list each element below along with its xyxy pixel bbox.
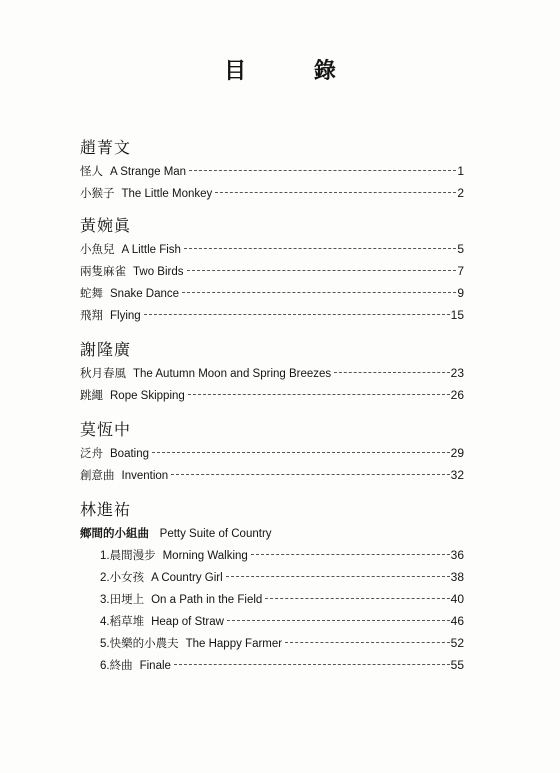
- section-xie: [80, 340, 464, 406]
- leader-dots: [251, 554, 450, 555]
- entry-title-en: Snake Dance: [110, 288, 180, 300]
- entry-title-zh: 飛翔: [80, 308, 103, 322]
- page-number: 29: [450, 446, 464, 460]
- entry-title-en: Boating: [110, 448, 150, 460]
- entry-number: 2.: [100, 572, 110, 584]
- leader-dots: [188, 394, 450, 395]
- entry-title-en: Heap of Straw: [151, 616, 224, 628]
- entry-title-en: A Little Fish: [121, 244, 181, 256]
- page-number: 26: [450, 388, 464, 402]
- entry-number: 3.: [100, 594, 110, 606]
- entry-title-en: Rope Skipping: [110, 390, 185, 402]
- entry-title-en: Two Birds: [133, 266, 184, 278]
- entry-title-en: The Autumn Moon and Spring Breezes: [133, 368, 332, 380]
- page-number: 15: [450, 308, 464, 322]
- page-number: 1: [457, 164, 464, 178]
- page-number: 7: [457, 264, 464, 278]
- table-of-contents: [80, 138, 464, 676]
- toc-entry[interactable]: [100, 544, 464, 566]
- section-zhao: [80, 138, 464, 204]
- composer-name: 莫恆中: [80, 420, 132, 439]
- composer-name: 林進祐: [80, 500, 132, 519]
- toc-entry[interactable]: [100, 654, 464, 676]
- entry-title-en: A Country Girl: [151, 572, 223, 584]
- toc-entry[interactable]: [100, 588, 464, 610]
- entry-number: 1.: [100, 550, 110, 562]
- toc-entry[interactable]: [80, 362, 464, 384]
- leader-dots: [265, 598, 449, 599]
- entry-title-zh: 稻草堆: [109, 614, 145, 628]
- entry-number: 4.: [100, 616, 110, 628]
- toc-entry[interactable]: [80, 442, 464, 464]
- entry-title-zh: 跳繩: [80, 388, 103, 402]
- leader-dots: [152, 452, 450, 453]
- leader-dots: [285, 642, 450, 643]
- page-title: 目 錄: [224, 58, 366, 84]
- entry-title-zh: 田埂上: [109, 592, 145, 606]
- entry-title-zh: 怪人: [80, 164, 103, 178]
- leader-dots: [184, 248, 456, 249]
- leader-dots: [144, 314, 450, 315]
- entry-title-zh: 小猴子: [80, 186, 115, 200]
- suite-title: [80, 522, 464, 544]
- entry-title-en: Finale: [139, 660, 171, 672]
- leader-dots: [215, 192, 456, 193]
- page-number: 38: [450, 570, 464, 584]
- entry-title-zh: 兩隻麻雀: [80, 264, 126, 278]
- section-lin: [80, 500, 464, 676]
- section-mo: [80, 420, 464, 486]
- page-number: 36: [450, 548, 464, 562]
- toc-entry[interactable]: [80, 260, 464, 282]
- page-number: 5: [457, 242, 464, 256]
- toc-entry[interactable]: [80, 182, 464, 204]
- entry-title-zh: 泛舟: [80, 446, 103, 460]
- page-number: 52: [450, 636, 464, 650]
- toc-entry[interactable]: [80, 464, 464, 486]
- entry-title-en: The Happy Farmer: [185, 638, 283, 650]
- leader-dots: [171, 474, 449, 475]
- leader-dots: [182, 292, 456, 293]
- entry-title-zh: 晨間漫步: [109, 548, 156, 562]
- suite-title-zh: 鄉間的小組曲: [80, 526, 149, 540]
- toc-entry[interactable]: [80, 160, 464, 182]
- toc-entry[interactable]: [80, 304, 464, 326]
- entry-title-zh: 蛇舞: [80, 286, 103, 300]
- page-number: 23: [450, 366, 464, 380]
- page-number: 55: [450, 658, 464, 672]
- entry-title-en: Morning Walking: [162, 550, 248, 562]
- composer-name: 謝隆廣: [80, 340, 132, 359]
- toc-entry[interactable]: [80, 238, 464, 260]
- leader-dots: [226, 576, 450, 577]
- composer-name: 趙菁文: [80, 138, 132, 157]
- entry-title-en: On a Path in the Field: [151, 594, 263, 606]
- page-number: 32: [450, 468, 464, 482]
- toc-entry[interactable]: [80, 384, 464, 406]
- entry-title-zh: 小魚兒: [80, 242, 115, 256]
- entry-title-zh: 小女孩: [109, 570, 145, 584]
- leader-dots: [187, 270, 457, 271]
- toc-entry[interactable]: [100, 566, 464, 588]
- section-huang: [80, 216, 464, 326]
- suite-entries: [80, 544, 464, 676]
- page-number: 40: [450, 592, 464, 606]
- entry-title-zh: 創意曲: [80, 468, 115, 482]
- entry-title-en: Flying: [110, 310, 141, 322]
- leader-dots: [334, 372, 449, 373]
- toc-entry[interactable]: [100, 610, 464, 632]
- page-number: 46: [450, 614, 464, 628]
- leader-dots: [189, 170, 456, 171]
- entry-title-en: Invention: [121, 470, 169, 482]
- toc-entry[interactable]: [100, 632, 464, 654]
- entry-title-zh: 終曲: [109, 658, 133, 672]
- entry-number: 6.: [100, 660, 110, 672]
- entry-title-zh: 秋月春風: [80, 366, 126, 380]
- entry-title-zh: 快樂的小農夫: [109, 636, 179, 650]
- page-number: 2: [457, 186, 464, 200]
- suite-title-en: Petty Suite of Country: [159, 528, 272, 540]
- page-number: 9: [457, 286, 464, 300]
- toc-entry[interactable]: [80, 282, 464, 304]
- entry-title-en: The Little Monkey: [121, 188, 213, 200]
- entry-number: 5.: [100, 638, 110, 650]
- entry-title-en: A Strange Man: [110, 166, 187, 178]
- composer-name: 黃婉眞: [80, 216, 132, 235]
- leader-dots: [174, 664, 450, 665]
- leader-dots: [227, 620, 450, 621]
